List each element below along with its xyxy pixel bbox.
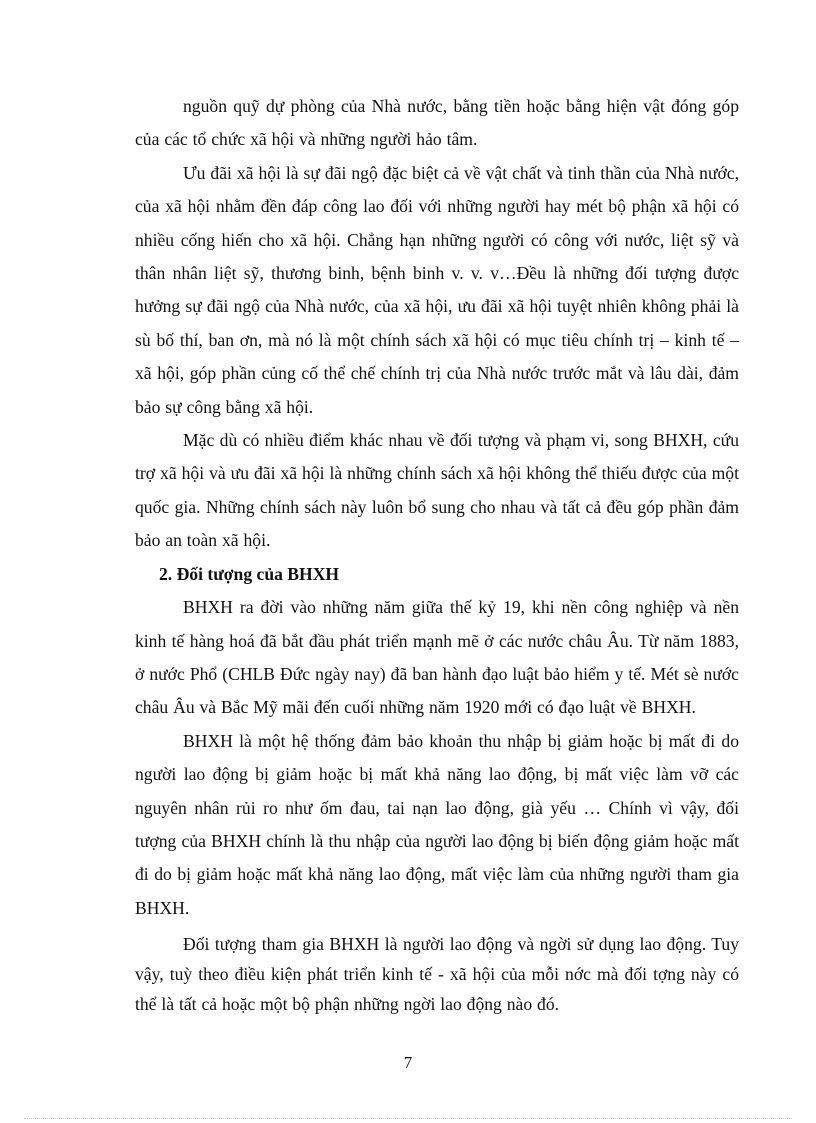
page-number: 7 (403, 1053, 413, 1072)
paragraph-5: BHXH là một hệ thống đảm bảo khoản thu nhập bị giảm hoặc bị mất đi do người lao động bị giảm hoặc bị mất khả năng lao động, bị mất việc làm vỡ các nguyên nhân rủi ro như ốm đau, tai nạn lao động, già yếu … Chính vì vậy, đối tượng của BHXH chính là thu nhập của người lao động bị biến động giảm hoặc mất đi do bị giảm hoặc mất khả năng lao động, mất việc làm của những người tham gia BHXH. (135, 730, 739, 918)
paragraph-3: Mặc dù có nhiều điểm khác nhau về đối tượng và phạm vi, song BHXH, cứu trợ xã hội và ưu đãi xã hội là những chính sách xã hội không thể thiếu được của một quốc gia. Những chính sách này luôn bổ sung cho nhau và tất cả đều góp phần đảm bảo an toàn xã hội. (135, 430, 739, 551)
paragraph-2: Ưu đãi xã hội là sự đãi ngộ đặc biệt cả về vật chất và tinh thần của Nhà nước, của xã hội nhằm đền đáp công lao đối với những người hay mét bộ phận xã hội có nhiều cống hiến cho xã hội. Chẳng hạn những người có công với nước, liệt sỹ và thân nhân liệt sỹ, thương binh, bệnh binh v. v. v…Đều là những đối tượng được hưởng sự đãi ngộ của Nhà nước, của xã hội, ưu đãi xã hội tuyệt nhiên không phải là sù bố thí, ban ơn, mà nó là một chính sách xã hội có mục tiêu chính trị – kinh tế – xã hội, góp phần củng cố thể chế chính trị của Nhà nước trước mắt và lâu dài, đảm bảo sự công bằng xã hội. (135, 162, 739, 417)
paragraph-6: Đối tượng tham gia BHXH là người lao động và ngời sử dụng lao động. Tuy vậy, tuỳ theo điều kiện phát triển kinh tế - xã hội của mỗi nớc mà đối tợng này có thể là tất cả hoặc một bộ phận những ngời lao động nào đó. (135, 934, 739, 1015)
page-bottom-divider (24, 1118, 792, 1119)
paragraph-4: BHXH ra đời vào những năm giữa thế kỷ 19, khi nền công nghiệp và nền kinh tế hàng hoá đã bắt đầu phát triển mạnh mẽ ở các nước châu Âu. Từ năm 1883, ở nước Phổ (CHLB Đức ngày nay) đã ban hành đạo luật bảo hiểm y tế. Mét sè nước châu Âu và Bắc Mỹ mãi đến cuối những năm 1920 mới có đạo luật về BHXH. (135, 597, 739, 718)
section-heading: 2. Đối tượng của BHXH (159, 563, 340, 584)
paragraph-1: nguồn quỹ dự phòng của Nhà nước, bằng tiền hoặc bằng hiện vật đóng góp của các tổ chức xã hội và những người hảo tâm. (135, 96, 739, 150)
page-content (135, 90, 739, 1019)
